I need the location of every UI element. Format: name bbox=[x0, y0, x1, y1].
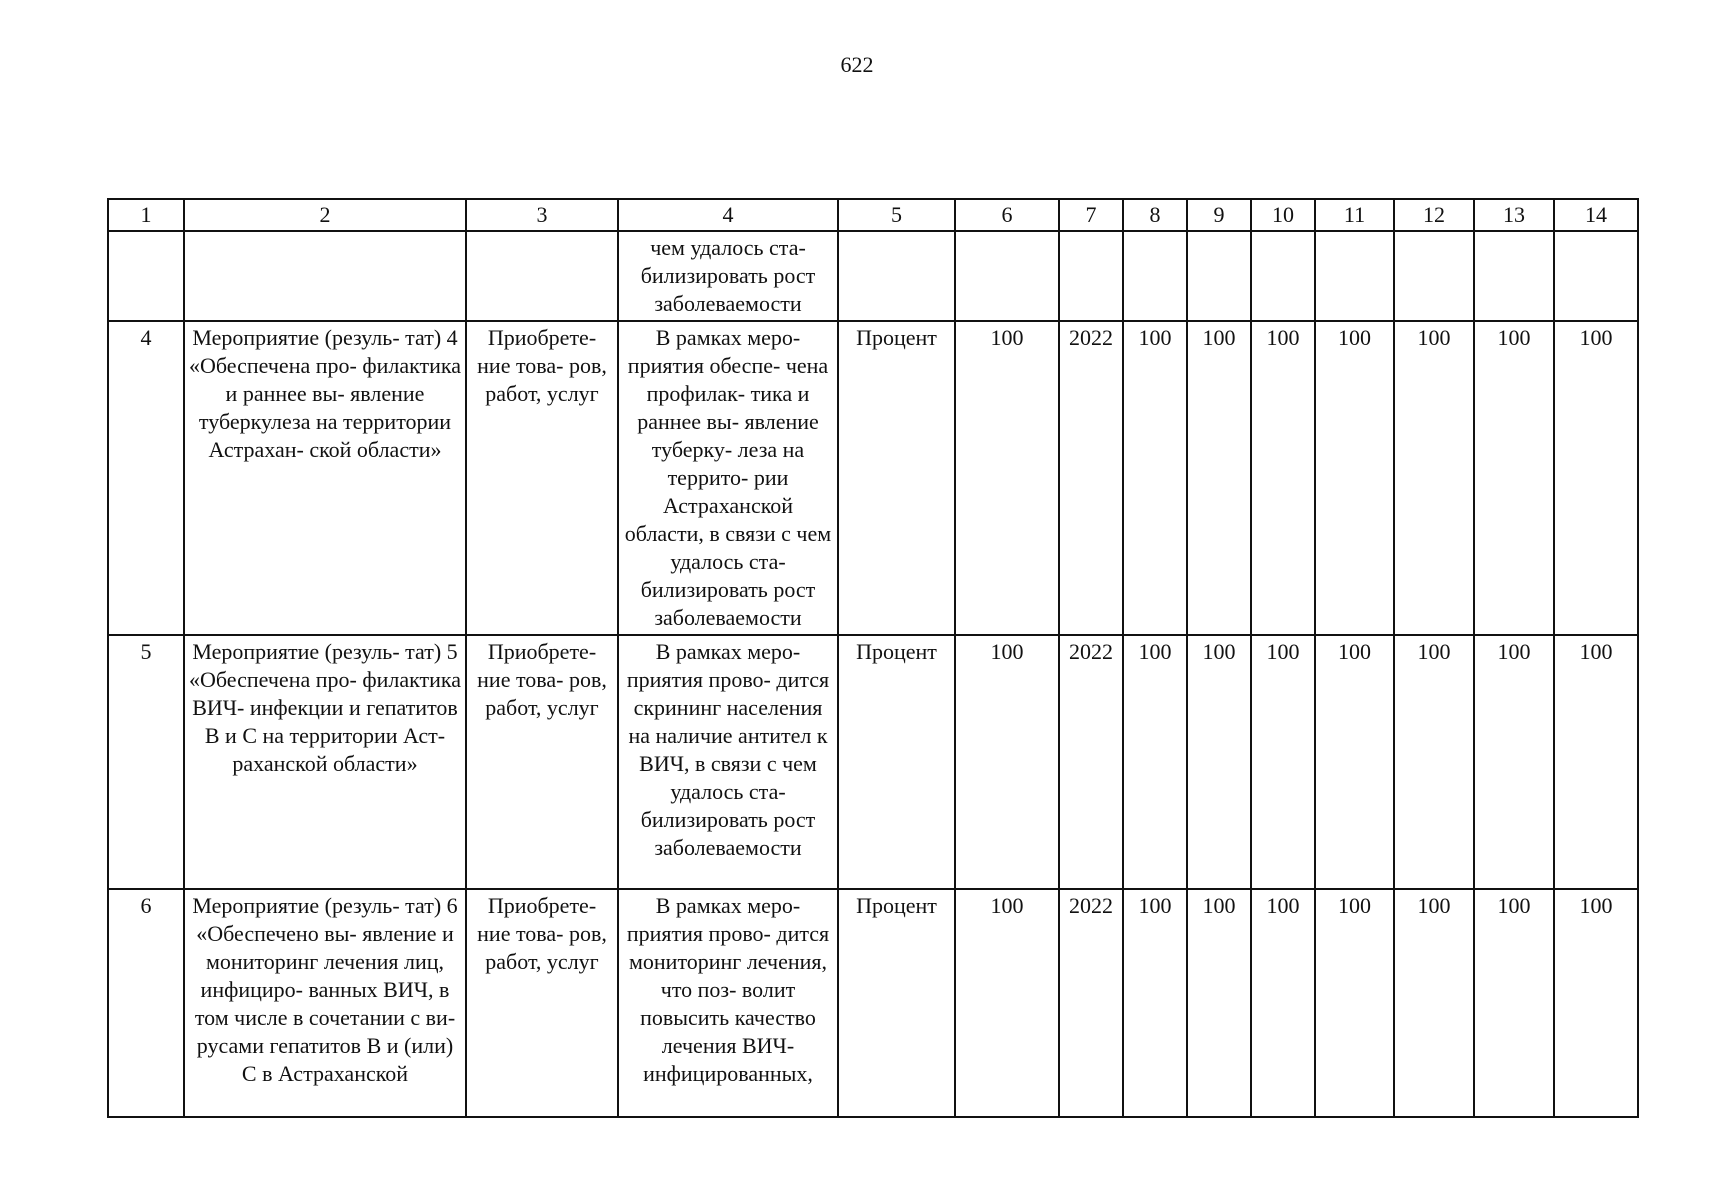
table-cell bbox=[1315, 231, 1394, 321]
activity-name-cell: Мероприятие (резуль- тат) 4 «Обеспечена про- филактика и раннее вы- явление туберкулеза на территории Астрахан- ской области» bbox=[184, 321, 466, 635]
column-header: 2 bbox=[184, 199, 466, 231]
row-number-cell: 4 bbox=[108, 321, 184, 635]
year-cell: 2022 bbox=[1059, 321, 1123, 635]
value-cell: 100 bbox=[1394, 321, 1474, 635]
column-header: 9 bbox=[1187, 199, 1251, 231]
column-header: 10 bbox=[1251, 199, 1315, 231]
table-cell bbox=[466, 231, 618, 321]
header-row bbox=[108, 199, 1638, 231]
value-cell: 100 bbox=[1315, 635, 1394, 889]
table-cell bbox=[1123, 231, 1187, 321]
value-cell: 100 bbox=[1251, 635, 1315, 889]
row-number-cell: 6 bbox=[108, 889, 184, 1117]
value-cell: 100 bbox=[1251, 321, 1315, 635]
value-cell: 100 bbox=[1474, 321, 1554, 635]
unit-cell: Процент bbox=[838, 889, 955, 1117]
value-cell: 100 bbox=[1554, 889, 1638, 1117]
column-header: 13 bbox=[1474, 199, 1554, 231]
table-cell bbox=[1251, 231, 1315, 321]
column-header: 11 bbox=[1315, 199, 1394, 231]
description-cell: чем удалось ста- билизировать рост заболеваемости bbox=[618, 231, 838, 321]
value-cell: 100 bbox=[1187, 889, 1251, 1117]
table-row bbox=[108, 635, 1638, 889]
program-activities-table bbox=[107, 198, 1639, 1118]
column-header: 4 bbox=[618, 199, 838, 231]
table-cell bbox=[108, 231, 184, 321]
table-cell bbox=[1187, 231, 1251, 321]
value-cell: 100 bbox=[1187, 321, 1251, 635]
activity-type-cell: Приобрете- ние това- ров, работ, услуг bbox=[466, 635, 618, 889]
column-header: 1 bbox=[108, 199, 184, 231]
value-cell: 100 bbox=[1474, 635, 1554, 889]
unit-cell: Процент bbox=[838, 321, 955, 635]
table-cell bbox=[1059, 231, 1123, 321]
value-cell: 100 bbox=[1315, 889, 1394, 1117]
page-number: 622 bbox=[840, 52, 874, 77]
activity-type-cell: Приобрете- ние това- ров, работ, услуг bbox=[466, 321, 618, 635]
table-cell bbox=[955, 231, 1059, 321]
table-row bbox=[108, 321, 1638, 635]
value-cell: 100 bbox=[1394, 889, 1474, 1117]
column-header: 12 bbox=[1394, 199, 1474, 231]
column-header: 7 bbox=[1059, 199, 1123, 231]
table-cell bbox=[1554, 231, 1638, 321]
description-cell: В рамках меро- приятия прово- дится скрининг населения на наличие антител к ВИЧ, в связи с чем удалось ста- билизировать рост заболеваемости bbox=[618, 635, 838, 889]
unit-cell: Процент bbox=[838, 635, 955, 889]
column-header: 5 bbox=[838, 199, 955, 231]
value-cell: 100 bbox=[1394, 635, 1474, 889]
table-cell bbox=[184, 231, 466, 321]
description-cell: В рамках меро- приятия обеспе- чена профилак- тика и раннее вы- явление туберку- леза на террито- рии Астраханской области, в связи с чем удалось ста- билизировать рост заболеваемости bbox=[618, 321, 838, 635]
activity-name-cell: Мероприятие (резуль- тат) 6 «Обеспечено вы- явление и мониторинг лечения лиц, инфициро- ванных ВИЧ, в том числе в сочетании с ви- русами гепатитов В и (или) С в Астраханской bbox=[184, 889, 466, 1117]
column-header: 3 bbox=[466, 199, 618, 231]
column-header: 8 bbox=[1123, 199, 1187, 231]
year-cell: 2022 bbox=[1059, 889, 1123, 1117]
table-cell bbox=[1474, 231, 1554, 321]
description-cell: В рамках меро- приятия прово- дится мониторинг лечения, что поз- волит повысить качество лечения ВИЧ- инфицированных, bbox=[618, 889, 838, 1117]
value-cell: 100 bbox=[1315, 321, 1394, 635]
value-cell: 100 bbox=[1187, 635, 1251, 889]
value-cell: 100 bbox=[1123, 635, 1187, 889]
table-cell bbox=[1394, 231, 1474, 321]
activity-name-cell: Мероприятие (резуль- тат) 5 «Обеспечена про- филактика ВИЧ- инфекции и гепатитов В и С на территории Аст- раханской области» bbox=[184, 635, 466, 889]
value-cell: 100 bbox=[1123, 889, 1187, 1117]
value-cell: 100 bbox=[1554, 635, 1638, 889]
table-cell bbox=[838, 231, 955, 321]
row-number-cell: 5 bbox=[108, 635, 184, 889]
column-header: 6 bbox=[955, 199, 1059, 231]
value-cell: 100 bbox=[955, 635, 1059, 889]
value-cell: 100 bbox=[955, 889, 1059, 1117]
value-cell: 100 bbox=[1554, 321, 1638, 635]
value-cell: 100 bbox=[1123, 321, 1187, 635]
year-cell: 2022 bbox=[1059, 635, 1123, 889]
column-header: 14 bbox=[1554, 199, 1638, 231]
value-cell: 100 bbox=[1251, 889, 1315, 1117]
activity-type-cell: Приобрете- ние това- ров, работ, услуг bbox=[466, 889, 618, 1117]
continuation-row bbox=[108, 231, 1638, 321]
value-cell: 100 bbox=[955, 321, 1059, 635]
value-cell: 100 bbox=[1474, 889, 1554, 1117]
table-row bbox=[108, 889, 1638, 1117]
